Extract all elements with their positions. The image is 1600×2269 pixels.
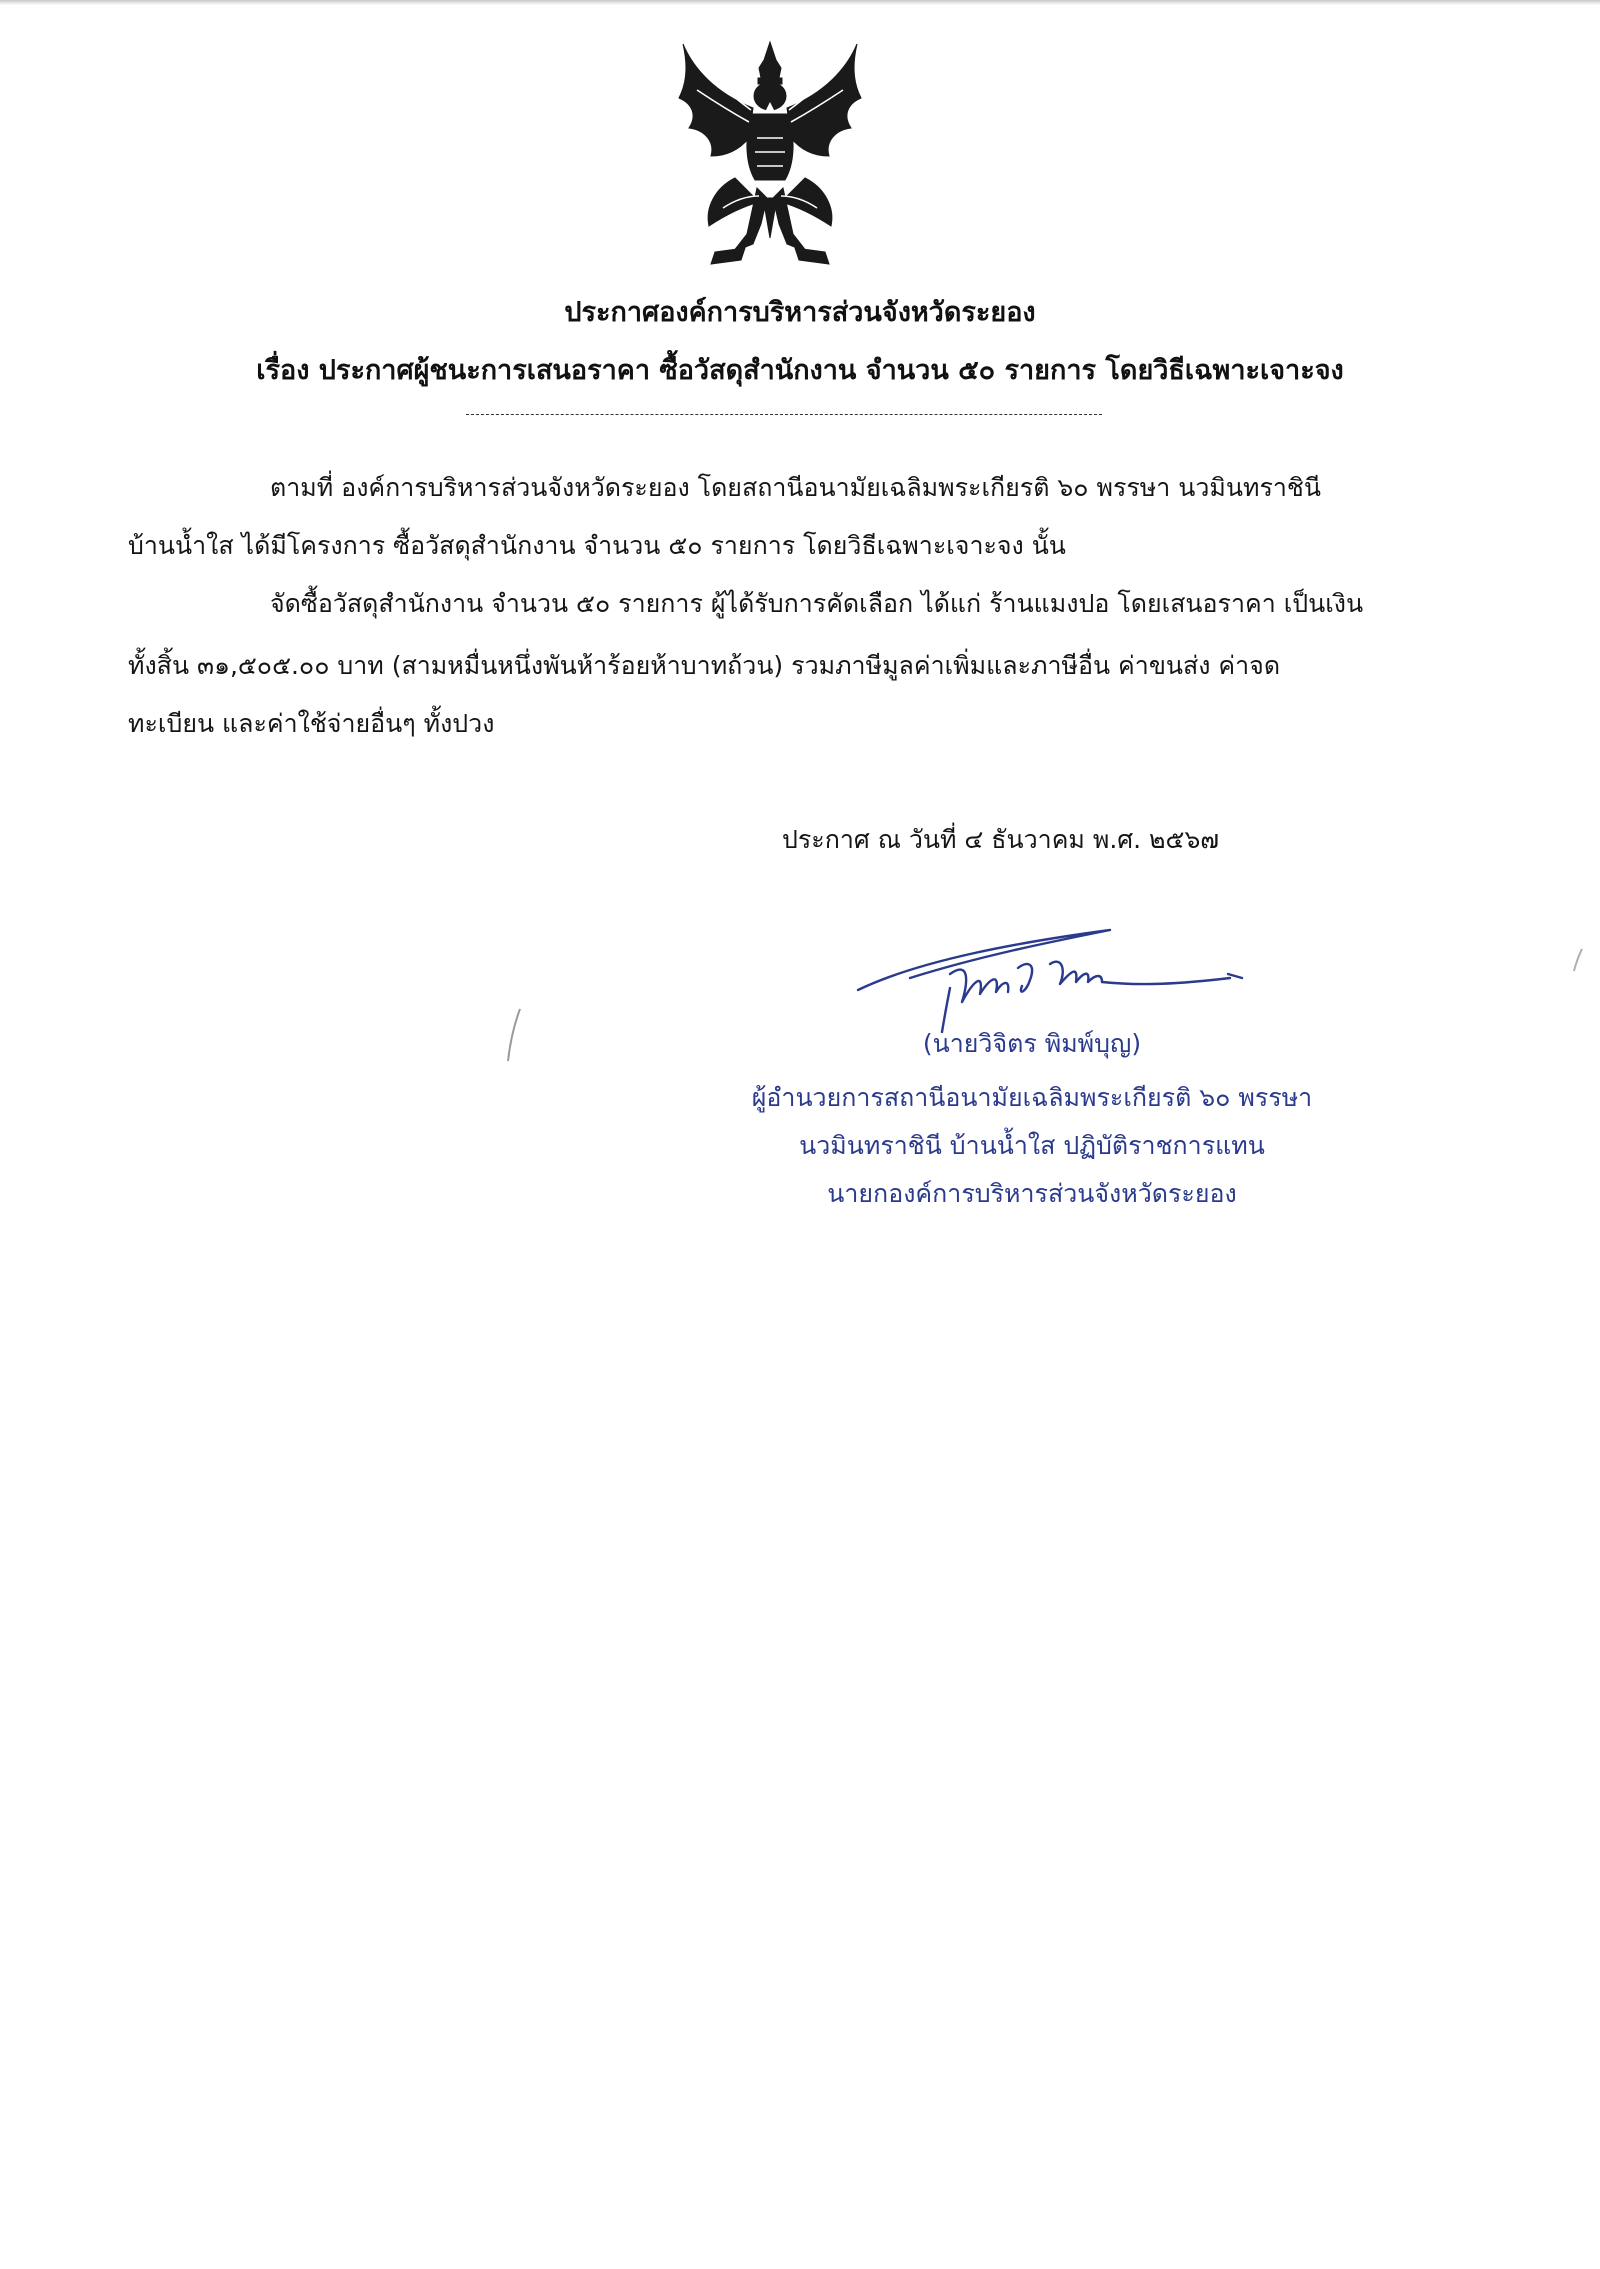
- announcement-date: ประกาศ ณ วันที่ ๔ ธันวาคม พ.ศ. ๒๕๖๗: [782, 825, 1220, 854]
- paragraph-1-line-1: ตามที่ องค์การบริหารส่วนจังหวัดระยอง โดยสถานีอนามัยเฉลิมพระเกียรติ ๖๐ พรรษา นวมินทราชินี: [270, 473, 1321, 502]
- scan-edge: [0, 0, 1600, 5]
- signer-position-line-1: ผู้อำนวยการสถานีอนามัยเฉลิมพระเกียรติ ๖๐ พรรษา: [751, 1083, 1313, 1112]
- paragraph-2-line-1: จัดซื้อวัสดุสำนักงาน จำนวน ๕๐ รายการ ผู้ได้รับการคัดเลือก ได้แก่ ร้านแมงปอ โดยเสนอราคา เป็นเงิน: [270, 589, 1364, 618]
- signature-mark: [850, 920, 1250, 1040]
- scan-mark: [1568, 945, 1588, 975]
- paragraph-1-line-2: บ้านน้ำใส ได้มีโครงการ ซื้อวัสดุสำนักงาน จำนวน ๕๐ รายการ โดยวิธีเฉพาะเจาะจง นั้น: [128, 531, 1066, 560]
- garuda-emblem-icon: [675, 38, 865, 270]
- scan-mark: [500, 1005, 530, 1065]
- title-separator: [466, 414, 1102, 415]
- signer-position-line-3: นายกองค์การบริหารส่วนจังหวัดระยอง: [827, 1179, 1237, 1208]
- paragraph-2-line-3: ทะเบียน และค่าใช้จ่ายอื่นๆ ทั้งปวง: [128, 709, 495, 738]
- document-title: ประกาศองค์การบริหารส่วนจังหวัดระยอง: [564, 297, 1036, 328]
- signer-position-line-2: นวมินทราชินี บ้านน้ำใส ปฏิบัติราชการแทน: [799, 1131, 1265, 1160]
- document-subject: เรื่อง ประกาศผู้ชนะการเสนอราคา ซื้อวัสดุสำนักงาน จำนวน ๕๐ รายการ โดยวิธีเฉพาะเจาะจง: [256, 355, 1344, 386]
- signer-name: (นายวิจิตร พิมพ์บุญ): [922, 1029, 1142, 1058]
- paragraph-2-line-2: ทั้งสิ้น ๓๑,๕๐๕.๐๐ บาท (สามหมื่นหนึ่งพันห้าร้อยห้าบาทถ้วน) รวมภาษีมูลค่าเพิ่มและภาษีอื่น ค่าขนส่ง ค่าจด: [128, 651, 1281, 680]
